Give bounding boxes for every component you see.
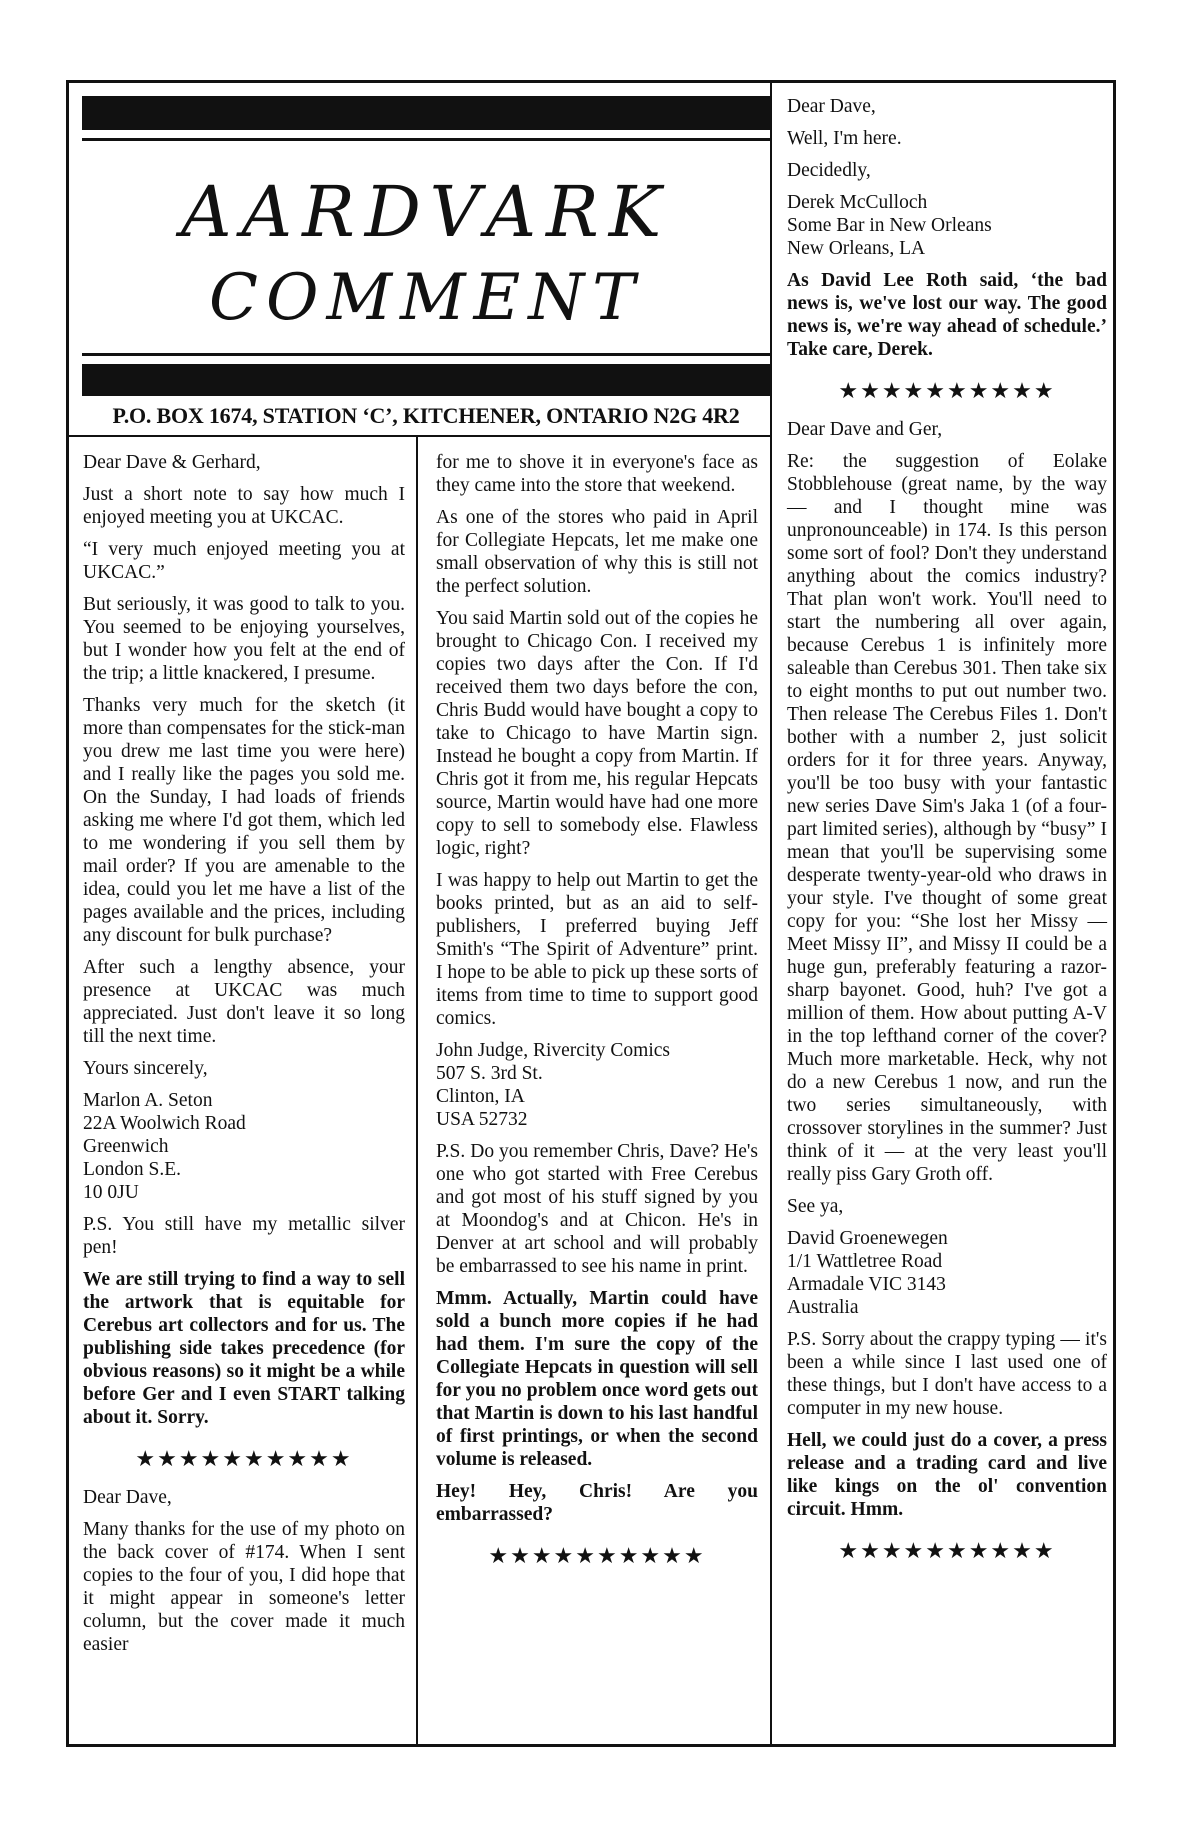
column-divider-masthead [770,83,772,1744]
address-line: Some Bar in New Orleans [787,215,992,236]
salutation: Dear Dave & Gerhard, [83,452,261,473]
masthead-title-line2: COMMENT [209,261,643,335]
masthead-bottom-bar [82,364,770,396]
paragraph: Just a short note to say how much I enjoyed meeting you at UKCAC. [83,484,405,528]
star-divider: ★★★★★★★★★★ [135,1446,353,1471]
closing: Yours sincerely, [83,1058,208,1079]
paragraph: As one of the stores who paid in April for Collegiate Hepcats, let me make one small observation of why this is still not the perfect solution. [436,507,758,597]
closing: See ya, [787,1196,844,1217]
letter-page-frame [66,80,1116,1747]
editor-reply: Mmm. Actually, Martin could have sold a bunch more copies if he had had them. I'm sure the copy of the Collegiate Hepcats in question will sell for you no problem once word gets out that Martin is down to his last handful of first printings, or when the second volume is released. [436,1288,758,1470]
address-line: USA 52732 [436,1109,528,1130]
paragraph: After such a lengthy absence, your presence at UKCAC was much appreciated. Just don't leave it so long till the next time. [83,957,405,1047]
paragraph: for me to shove it in everyone's face as they came into the store that weekend. [436,452,758,496]
salutation: Dear Dave and Ger, [787,419,943,440]
address-line: David Groenewegen [787,1228,948,1249]
paragraph: You said Martin sold out of the copies he brought to Chicago Con. I received my copies two days after the Con. If I'd received them two days before the con, Chris Budd would have bought a copy to take to Chicago to have Martin sign. Instead he bought a copy from Martin. If Chris got it from me, his regular Hepcats source, Martin would have had one more copy to sell to somebody else. Flawless logic, right? [436,608,758,859]
masthead-top-bar [82,96,770,130]
paragraph: “I very much enjoyed meeting you at UKCAC.” [83,539,405,583]
masthead-bottom-rule [82,353,770,356]
address-line: Marlon A. Seton [83,1090,213,1111]
sender-address [83,1089,405,1204]
address-line: 22A Woolwich Road [83,1113,246,1134]
sender-address [787,1227,1107,1319]
sender-address [787,191,1107,260]
postscript: P.S. Do you remember Chris, Dave? He's one who got started with Free Cerebus and got most of his stuff signed by you at Moondog's and at Chicon. He's in Denver at art school and will probably be embarrassed to see his name in print. [436,1141,758,1277]
sender-address [436,1039,758,1131]
paragraph: But seriously, it was good to talk to you. You seemed to be enjoying yourselves, but I wonder how you felt at the end of the trip; a little knackered, I presume. [83,594,405,684]
masthead-top-rule [82,138,770,141]
editor-reply: Hell, we could just do a cover, a press release and a trading card and live like kings on the ol' convention circuit. Hmm. [787,1430,1107,1520]
address-line: Greenwich [83,1136,169,1157]
column-divider-left [416,435,418,1744]
address-line: Clinton, IA [436,1086,525,1107]
star-divider: ★★★★★★★★★★ [838,1538,1056,1563]
paragraph: Re: the suggestion of Eolake Stobblehouse (great name, by the way — and I thought mine was unpronounceable) in 174. Is this person some sort of fool? Don't they understand anything about the comics industry? That plan won't work. You'll need to start the numbering all over again, because Cerebus 1 is infinitely more saleable than Cerebus 301. Then take six to eight months to put out number two. Then release The Cerebus Files 1. Don't bother with a number 2, just solicit orders for it for three years. Anyway, you'll be too busy with your fantastic new series Dave Sim's Jaka 1 (of a four-part limited series), although by “busy” I mean that you'll be supervising some desperate twenty-year-old who draws in your style. I've thought of some great copy for you: “She lost her Missy — Meet Missy II”, and Missy II could be a huge gun, preferably featuring a razor-sharp bayonet. Good, huh? I've got a million of them. How about putting A-V in the top lefthand corner of the cover? Much more marketable. Heck, why not do a new Cerebus 1 now, and run the two series simultaneously, with crossover storylines in the summer? Just think of it — at the very least you'll really piss Gary Groth off. [787,451,1107,1185]
letter-column-3 [787,95,1107,1578]
postscript: P.S. Sorry about the crappy typing — it's been a while since I last used one of these things, but I don't have access to a computer in my new house. [787,1329,1107,1419]
address-line: New Orleans, LA [787,238,926,259]
mailing-address: P.O. BOX 1674, STATION ‘C’, KITCHENER, ONTARIO N2G 4R2 [112,403,740,428]
closing: Decidedly, [787,160,871,181]
editor-reply: As David Lee Roth said, ‘the bad news is, we've lost our way. The good news is, we're way ahead of schedule.’ Take care, Derek. [787,270,1107,360]
star-divider: ★★★★★★★★★★ [488,1543,706,1568]
paragraph: Many thanks for the use of my photo on the back cover of #174. When I sent copies to the four of you, I did hope that it might appear in someone's letter column, but the cover made it much easier [83,1519,405,1655]
editor-reply: Hey! Hey, Chris! Are you embarrassed? [436,1481,758,1525]
salutation: Dear Dave, [83,1487,172,1508]
letter-column-1 [83,451,405,1665]
address-line: London S.E. [83,1159,182,1180]
star-divider: ★★★★★★★★★★ [838,378,1056,403]
address-rule [69,435,772,437]
letter-column-2 [436,451,758,1583]
address-line: John Judge, Rivercity Comics [436,1040,670,1061]
salutation: Dear Dave, [787,96,876,117]
address-line: Derek McCulloch [787,192,928,213]
editor-reply: We are still trying to find a way to sell the artwork that is equitable for Cerebus art collectors and for us. The publishing side takes precedence (for obvious reasons) so it might be a while before Ger and I even START talking about it. Sorry. [83,1269,405,1428]
address-line: Australia [787,1297,859,1318]
address-line: 10 0JU [83,1182,139,1203]
address-line: 1/1 Wattletree Road [787,1251,943,1272]
address-line: 507 S. 3rd St. [436,1063,543,1084]
paragraph: Well, I'm here. [787,128,902,149]
masthead-title-line1: AARDVARK [180,171,672,253]
address-line: Armadale VIC 3143 [787,1274,946,1295]
postscript: P.S. You still have my metallic silver pen! [83,1214,405,1258]
paragraph: Thanks very much for the sketch (it more than compensates for the stick-man you drew me last time you were here) and I really like the pages you sold me. On the Sunday, I had loads of friends asking me where I'd got them, which led to me wondering if you sell them by mail order? If you are amenable to the idea, could you let me have a list of the pages available and the prices, including any discount for bulk purchase? [83,695,405,946]
paragraph: I was happy to help out Martin to get the books printed, but as an aid to self-publishers, I preferred buying Jeff Smith's “The Spirit of Adventure” print. I hope to be able to pick up these sorts of items from time to time to support good comics. [436,870,758,1029]
